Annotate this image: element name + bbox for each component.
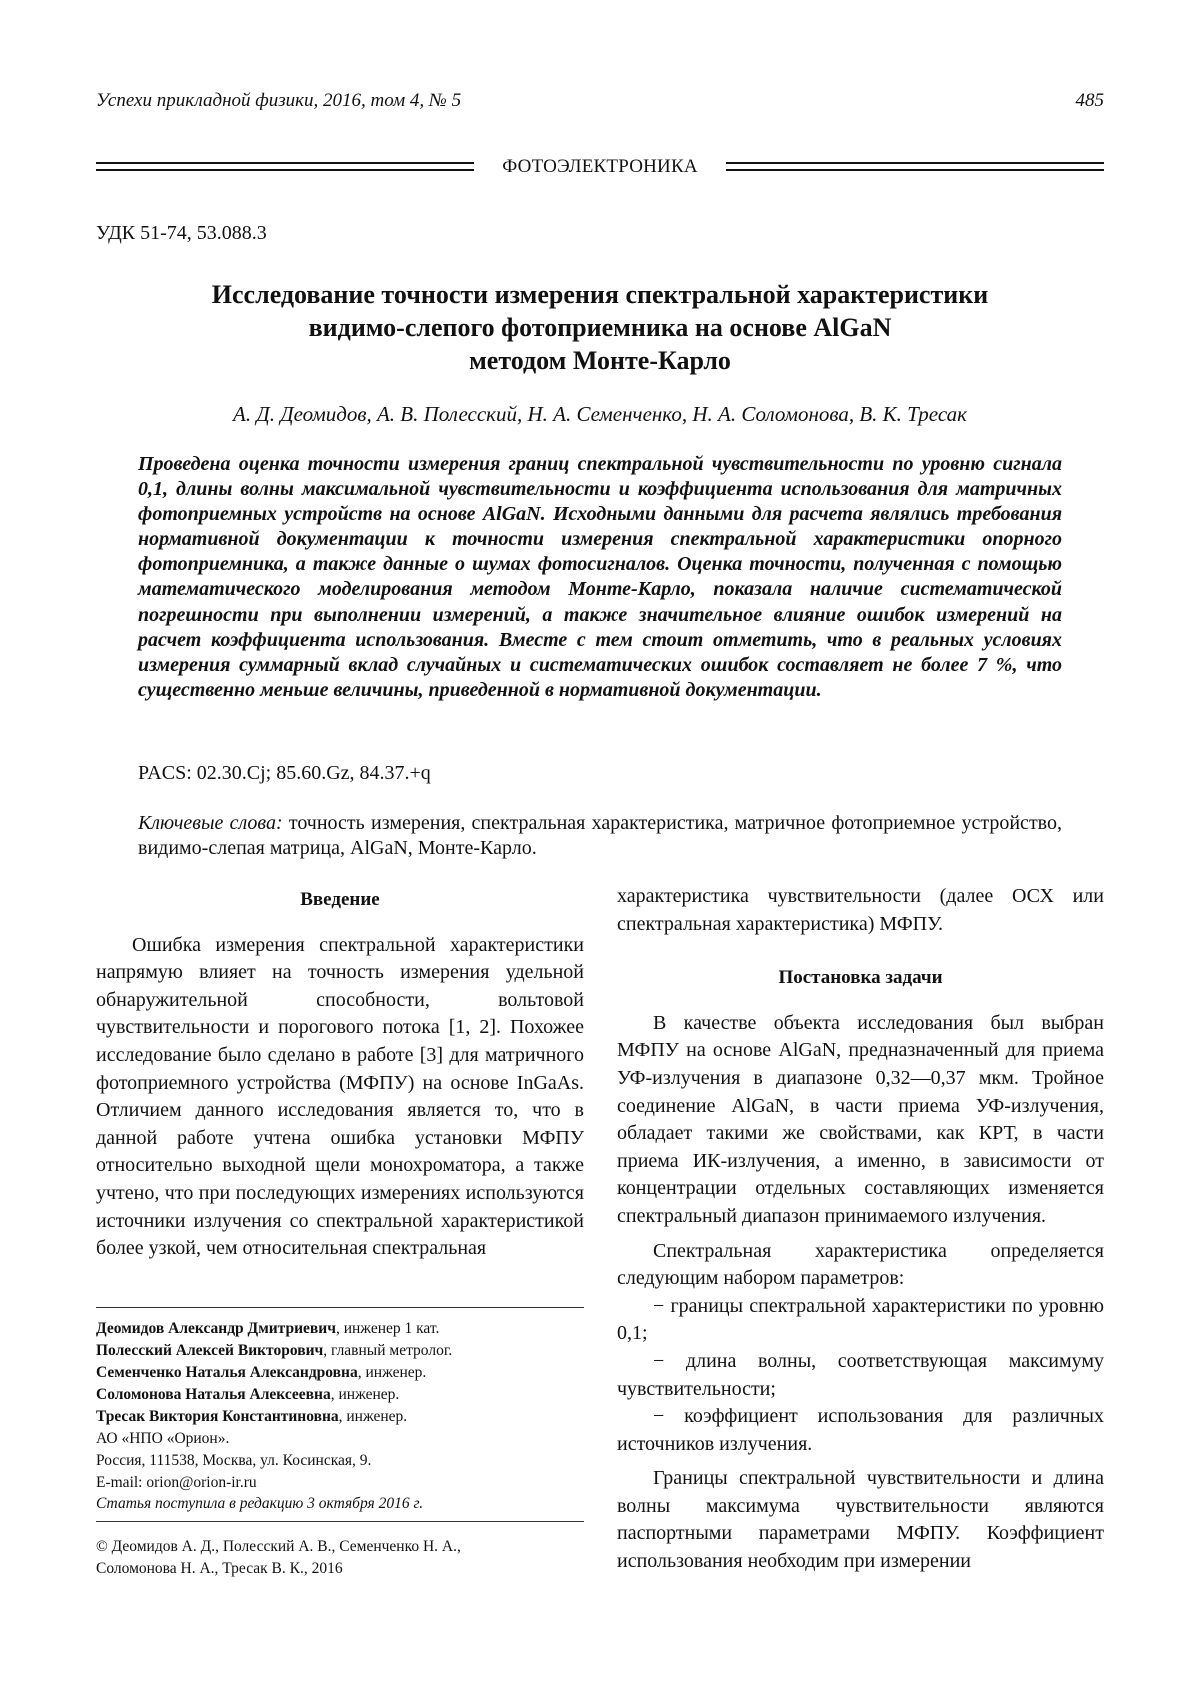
section-heading-problem: Постановка задачи xyxy=(778,967,943,989)
body-paragraph: характеристика чувствительности (далее ОСХ или спектральная характеристика) МФПУ. xyxy=(617,885,1104,935)
keywords xyxy=(138,811,1062,861)
email: E-mail: orion@orion-ir.ru xyxy=(96,1474,257,1491)
author-name: Деомидов Александр Дмитриевич xyxy=(96,1320,336,1337)
copyright-line: © Деомидов А. Д., Полесский А. В., Семенченко Н. А., xyxy=(96,1538,461,1555)
title-line: видимо-слепого фотоприемника на основе AlGaN xyxy=(308,313,892,342)
author-role: , главный метролог. xyxy=(323,1342,453,1359)
article-title xyxy=(96,278,1104,377)
body-paragraph: Границы спектральной чувствительности и длина волны максимума чувствительности являются паспортными параметрами МФПУ. Коэффициент использования необходим при измерении xyxy=(617,1467,1104,1573)
copyright xyxy=(96,1536,596,1580)
author-role: , инженер. xyxy=(330,1386,400,1403)
author-name: Тресак Виктория Константиновна xyxy=(96,1408,339,1425)
abstract: Проведена оценка точности измерения границ спектральной чувствительности по уровню сигнала 0,1, длины волны максимальной чувствительности и коэффициента использования для матричных фотоприемных устройств на основе AlGaN. Исходными данными для расчета являлись требования нормативной документации к точности измерения спектральной характеристики опорного фотоприемника, а также данные о шумах фотосигналов. Оценка точности, полученная с помощью математического моделирования методом Монте-Карло, показала наличие систематической погрешности при выполнении измерений, а также значительное влияние ошибок измерений на расчет коэффициента использования. Вместе с тем стоит отметить, что в реальных условиях измерения суммарный вклад случайных и систематических ошибок составляет не более 7 %, что существенно меньше величины, приведенной в нормативной документации. xyxy=(138,453,1062,701)
author-entry xyxy=(96,1340,596,1362)
author-name: Соломонова Наталья Алексеевна xyxy=(96,1386,331,1403)
left-column xyxy=(96,886,584,1263)
page-number: 485 xyxy=(1075,90,1104,111)
author-entry xyxy=(96,1384,596,1406)
author-role: , инженер. xyxy=(357,1364,427,1381)
author-entry xyxy=(96,1318,596,1340)
author-role: , инженер 1 кат. xyxy=(335,1320,440,1337)
pacs-codes: PACS: 02.30.Cj; 85.60.Gz, 84.37.+q xyxy=(138,762,431,784)
list-item: − коэффициент использования для различных источников излучения. xyxy=(617,1405,1104,1455)
udk-code: УДК 51-74, 53.088.3 xyxy=(96,222,267,244)
address: Россия, 111538, Москва, ул. Косинская, 9. xyxy=(96,1452,372,1469)
body-paragraph: Ошибка измерения спектральной характеристики напрямую влияет на точность измерения удельной обнаружительной способности, вольтовой чувствительности и порогового потока [1, 2]. Похожее исследование было сделано в работе [3] для матричного фотоприемного устройства (МФПУ) на основе InGaAs. Отличием данного исследования является то, что в данной работе учтена ошибка установки МФПУ относительно выходной щели монохроматора, а также учтено, что при последующих измерениях используются источники излучения со спектральной характеристикой более узкой, чем относительная спектральная xyxy=(96,933,584,1260)
author-list: А. Д. Деомидов, А. В. Полесский, Н. А. Семенченко, Н. А. Соломонова, В. К. Тресак xyxy=(233,402,967,426)
author-entry xyxy=(96,1362,596,1384)
copyright-line: Соломонова Н. А., Тресак В. К., 2016 xyxy=(96,1560,343,1577)
journal-citation: Успехи прикладной физики, 2016, том 4, № 5 xyxy=(96,90,462,111)
running-head xyxy=(96,90,1104,112)
received-date: Статья поступила в редакцию 3 октября 2016 г. xyxy=(96,1495,584,1522)
author-name: Полесский Алексей Викторович xyxy=(96,1342,324,1359)
banner-rule-right xyxy=(726,162,1104,171)
author-entry xyxy=(96,1406,596,1428)
body-paragraph: В качестве объекта исследования был выбран МФПУ на основе AlGaN, предназначенный для приема УФ-излучения в диапазоне 0,32—0,37 мкм. Тройное соединение AlGaN, в части приема УФ-излучения, обладает такими же свойствами, как КРТ, в части приема ИК-излучения, а именно, в зависимости от концентрации отдельных составляющих изменяется спектральный диапазон принимаемого излучения. xyxy=(617,1011,1104,1227)
title-line: Исследование точности измерения спектральной характеристики xyxy=(211,280,989,309)
keywords-text: точность измерения, спектральная характеристика, матричное фотоприемное устройство, видимо-слепая матрица, AlGaN, Монте-Карло. xyxy=(138,812,1062,859)
list-item: − длина волны, соответствующая максимуму чувствительности; xyxy=(617,1349,1104,1400)
list-item: − границы спектральной характеристики по уровню 0,1; xyxy=(617,1294,1104,1345)
author-role: , инженер. xyxy=(338,1408,408,1425)
author-affiliations xyxy=(96,1318,596,1494)
section-label: ФОТОЭЛЕКТРОНИКА xyxy=(502,156,698,177)
title-line: методом Монте-Карло xyxy=(469,346,731,375)
author-name: Семенченко Наталья Александровна xyxy=(96,1364,358,1381)
organization: АО «НПО «Орион». xyxy=(96,1430,230,1447)
footnote-divider xyxy=(96,1307,584,1308)
keywords-label: Ключевые слова: xyxy=(138,812,283,834)
section-heading-introduction: Введение xyxy=(300,889,380,910)
body-paragraph: Спектральная характеристика определяется следующим набором параметров: xyxy=(617,1239,1104,1290)
right-column xyxy=(617,883,1104,1576)
section-banner xyxy=(96,156,1104,178)
